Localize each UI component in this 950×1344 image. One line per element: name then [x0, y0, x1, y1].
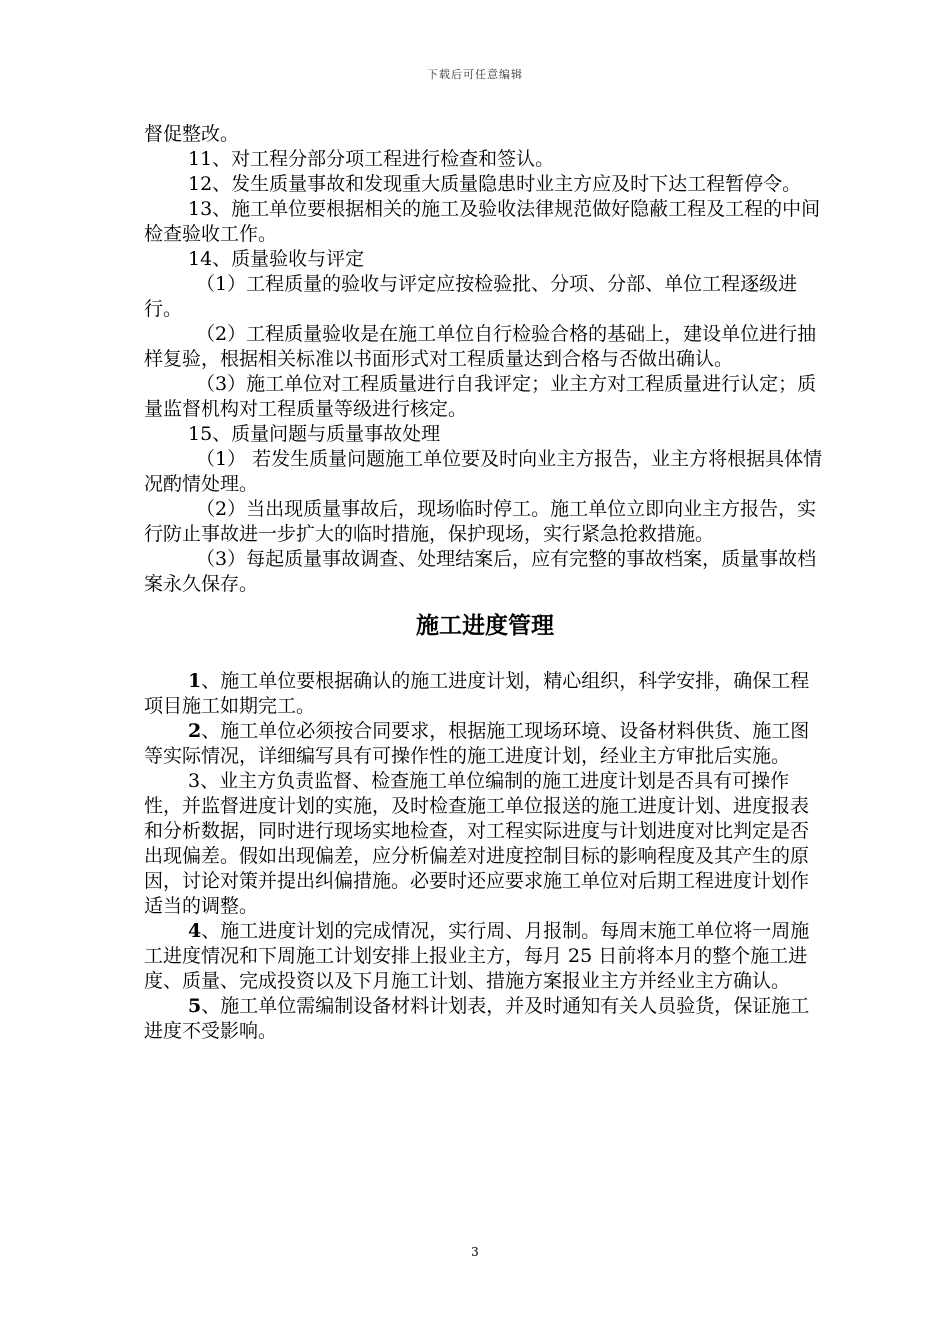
paragraph-text: 、施工单位要根据确认的施工进度计划，精心组织，科学安排，确保工程项目施工如期完工。	[144, 670, 810, 717]
section-title: 施工进度管理	[416, 613, 554, 639]
paragraph: （2）当出现质量事故后，现场临时停工。施工单位立即向业主方报告，实行防止事故进一步扩大的临时措施，保护现场，实行紧急抢救措施。	[144, 498, 817, 545]
paragraph: （2）工程质量验收是在施工单位自行检验合格的基础上，建设单位进行抽样复验，根据相关标准以书面形式对工程质量达到合格与否做出确认。	[144, 323, 817, 370]
paragraph-text: 、施工进度计划的完成情况，实行周、月报制。每周末施工单位将一周施工进度情况和下周施工计划安排上报业主方，每月 25 日前将本月的整个施工进度、质量、完成投资以及下月施工计划、措施方案报业主方并经业主方确认。	[144, 920, 810, 992]
paragraph-text: 、施工单位必须按合同要求，根据施工现场环境、设备材料供货、施工图等实际情况，详细编写具有可操作性的施工进度计划，经业主方审批后实施。	[144, 720, 810, 767]
paragraph: （3）每起质量事故调查、处理结案后，应有完整的事故档案，质量事故档案永久保存。	[144, 548, 817, 595]
item-number: 3	[188, 770, 201, 792]
item-number: 2	[188, 720, 202, 742]
paragraph: 13、施工单位要根据相关的施工及验收法律规范做好隐蔽工程及工程的中间检查验收工作。	[144, 198, 821, 245]
paragraph: 督促整改。	[144, 123, 240, 145]
paragraph: 12、发生质量事故和发现重大质量隐患时业主方应及时下达工程暂停令。	[188, 173, 802, 195]
paragraph	[144, 994, 826, 1044]
paragraph	[144, 769, 826, 919]
paragraph: 15、质量问题与质量事故处理	[188, 423, 441, 445]
page-header: 下载后可任意编辑	[427, 68, 523, 81]
paragraph	[144, 719, 826, 769]
document-body	[144, 122, 826, 1044]
paragraph: （3）施工单位对工程质量进行自我评定；业主方对工程质量进行认定；质量监督机构对工程质量等级进行核定。	[144, 373, 817, 420]
paragraph-text: 、施工单位需编制设备材料计划表，并及时通知有关人员验货，保证施工进度不受影响。	[144, 995, 810, 1042]
paragraph: （1）工程质量的验收与评定应按检验批、分项、分部、单位工程逐级进行。	[144, 273, 798, 320]
item-number: 5	[188, 995, 202, 1017]
paragraph	[144, 919, 826, 994]
paragraph: 14、质量验收与评定	[188, 248, 365, 270]
quality-section	[144, 122, 826, 597]
page-number: 3	[471, 1245, 479, 1259]
paragraph: （1） 若发生质量问题施工单位要及时向业主方报告，业主方将根据具体情况酌情处理。	[144, 448, 823, 495]
schedule-section	[144, 669, 826, 1044]
paragraph-text: 、业主方负责监督、检查施工单位编制的施工进度计划是否具有可操作性，并监督进度计划的实施，及时检查施工单位报送的施工进度计划、进度报表和分析数据，同时进行现场实地检查，对工程实际进度与计划进度对比判定是否出现偏差。假如出现偏差，应分析偏差对进度控制目标的影响程度及其产生的原因，讨论对策并提出纠偏措施。必要时还应要求施工单位对后期工程进度计划作适当的调整。	[144, 770, 810, 917]
paragraph: 11、对工程分部分项工程进行检查和签认。	[188, 148, 555, 170]
paragraph	[144, 669, 826, 719]
item-number: 4	[188, 920, 202, 942]
item-number: 1	[188, 670, 202, 692]
